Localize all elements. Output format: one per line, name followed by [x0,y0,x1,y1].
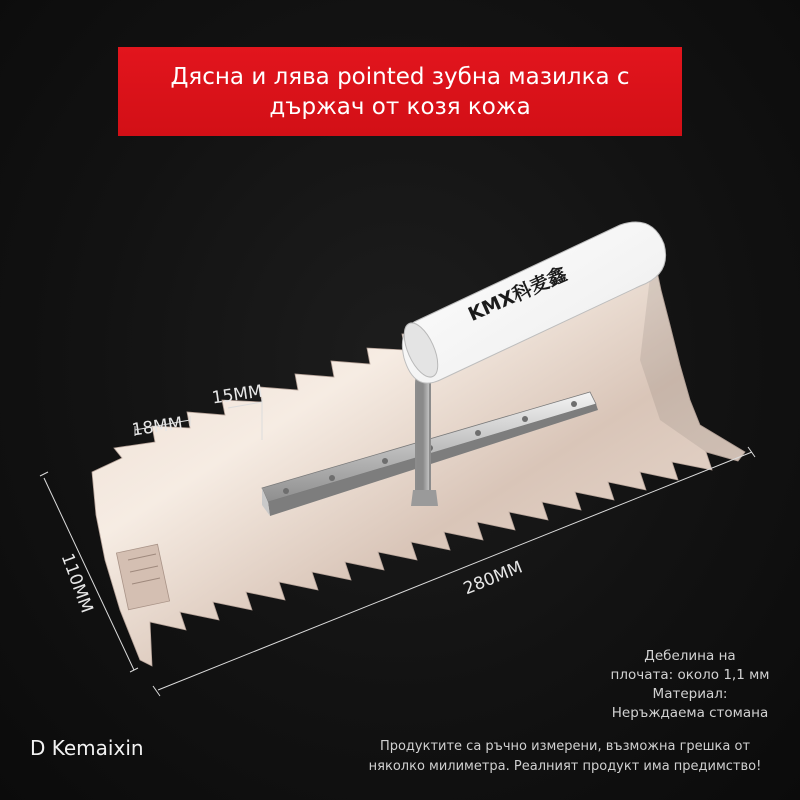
dimension-length: 280MM [460,557,526,600]
disclaimer-line: няколко милиметра. Реалният продукт има предимство! [368,759,762,774]
disclaimer [340,737,790,777]
handle-logo: KMX科麦鑫 [464,263,571,326]
disclaimer-line: Продуктите са ръчно измерени, възможна грешка от [379,739,751,754]
spec-line: Дебелина на [644,648,736,664]
dimension-height: 110MM [56,550,97,616]
spec-note [600,647,780,723]
spec-line: Материал: [652,686,728,702]
dimension-tooth-pitch: 18MM [130,413,184,441]
spec-line: плочата: около 1,1 мм [610,667,770,683]
dimension-tooth-depth: 15MM [210,381,264,409]
banner-title: Дясна и лява pointed зубна мазилка с държач от козя кожа [170,63,630,120]
spec-line: Неръждаема стомана [611,705,769,721]
brand-name: D Kemaixin [30,736,144,760]
